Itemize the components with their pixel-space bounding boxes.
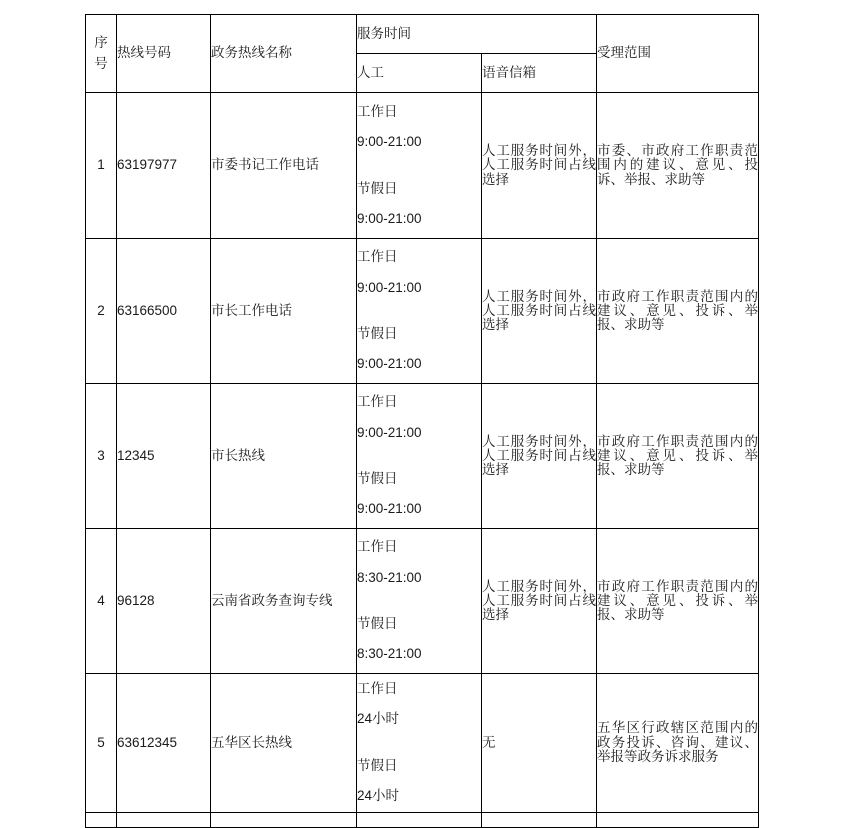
manual-workday-label: 工作日 [357,249,398,265]
cell-scope: 五华区行政辖区范围内的政务投诉、咨询、建议、举报等政务诉求服务 [597,674,759,813]
header-row-primary [86,15,759,54]
column-header-voice-mailbox: 语音信箱 [482,54,597,93]
cell-voice-mailbox: 人工服务时间外，人工服务时间占线选择 [482,529,597,674]
manual-workday-time: 9:00-21:00 [357,134,422,150]
manual-holiday-label: 节假日 [357,757,398,773]
sequence-header-line-2: 号 [94,55,108,71]
cell-hotline-name: 市长热线 [211,384,357,529]
cell-sequence: 4 [86,529,117,674]
cell-hotline-number: 63166500 [117,239,211,384]
manual-holiday-time: 8:30-21:00 [357,646,422,662]
column-header-scope: 受理范围 [597,15,759,93]
manual-workday-group [357,532,481,593]
manual-holiday-label: 节假日 [357,180,398,196]
column-header-hotline-name: 政务热线名称 [211,15,357,93]
cell-scope: 市政府工作职责范围内的建议、意见、投诉、举报、求助等 [597,239,759,384]
cell-voice-mailbox: 人工服务时间外，人工服务时间占线选择 [482,239,597,384]
manual-holiday-group [357,609,481,670]
cell-manual-hours [357,93,482,239]
manual-holiday-label: 节假日 [357,471,398,486]
table-header [86,15,759,93]
manual-workday-group [357,674,481,735]
manual-workday-group [357,387,481,448]
cell-sequence: 3 [86,384,117,529]
sequence-header-line-1: 序 [94,34,108,50]
table-row [86,674,759,813]
manual-holiday-time: 9:00-21:00 [357,356,422,372]
manual-holiday-label: 节假日 [357,616,398,631]
cell-scope: 市政府工作职责范围内的建议、意见、投诉、举报、求助等 [597,384,759,529]
cell-hotline-name: 五华区长热线 [211,674,357,813]
cell-hotline-number: 63612345 [117,674,211,813]
manual-holiday-time: 9:00-21:00 [357,210,422,226]
manual-holiday-time: 24小时 [357,788,400,804]
cell-manual-hours [357,239,482,384]
manual-workday-group [357,242,481,303]
cell-hotline-number: 63197977 [117,93,211,239]
cell-scope: 市委、市政府工作职责范围内的建议、意见、投诉、举报、求助等 [597,93,759,239]
manual-hours-spacer [357,448,481,464]
cell-scope: 市政府工作职责范围内的建议、意见、投诉、举报、求助等 [597,529,759,674]
manual-hours-spacer [357,158,481,174]
manual-workday-time: 9:00-21:00 [357,279,422,295]
manual-workday-group [357,97,481,158]
manual-workday-label: 工作日 [357,103,398,119]
column-header-sequence [86,15,117,93]
cell-manual-hours [357,674,482,813]
manual-workday-time: 24小时 [357,711,400,727]
cell-manual-hours [357,384,482,529]
cell-manual-hours [357,529,482,674]
manual-hours-spacer [357,593,481,609]
manual-workday-label: 工作日 [357,394,398,410]
cell-sequence: 2 [86,239,117,384]
manual-workday-time: 8:30-21:00 [357,569,422,585]
manual-holiday-group [357,174,481,235]
cell-hotline-number: 12345 [117,384,211,529]
manual-hours-spacer [357,303,481,319]
manual-holiday-time: 9:00-21:00 [357,501,422,517]
table-row [86,93,759,239]
cell-sequence: 5 [86,674,117,813]
government-hotline-table [85,14,759,828]
column-header-manual: 人工 [357,54,482,93]
cell-voice-mailbox: 无 [482,674,597,813]
cell-hotline-name: 市委书记工作电话 [211,93,357,239]
table-body [86,93,759,828]
manual-hours-spacer [357,735,481,751]
manual-holiday-label: 节假日 [357,326,398,341]
column-header-hotline-number: 热线号码 [117,15,211,93]
cell-sequence: 1 [86,93,117,239]
manual-workday-label: 工作日 [357,681,398,696]
table-row [86,239,759,384]
manual-holiday-group [357,751,481,812]
manual-holiday-group [357,319,481,380]
manual-workday-label: 工作日 [357,539,398,555]
cell-voice-mailbox: 人工服务时间外，人工服务时间占线选择 [482,384,597,529]
manual-workday-time: 9:00-21:00 [357,424,422,440]
column-header-service-time: 服务时间 [357,15,597,54]
cell-voice-mailbox: 人工服务时间外，人工服务时间占线选择 [482,93,597,239]
cell-hotline-number: 96128 [117,529,211,674]
manual-holiday-group [357,464,481,525]
table-row [86,529,759,674]
cell-hotline-name: 云南省政务查询专线 [211,529,357,674]
cell-hotline-name: 市长工作电话 [211,239,357,384]
table-row [86,384,759,529]
